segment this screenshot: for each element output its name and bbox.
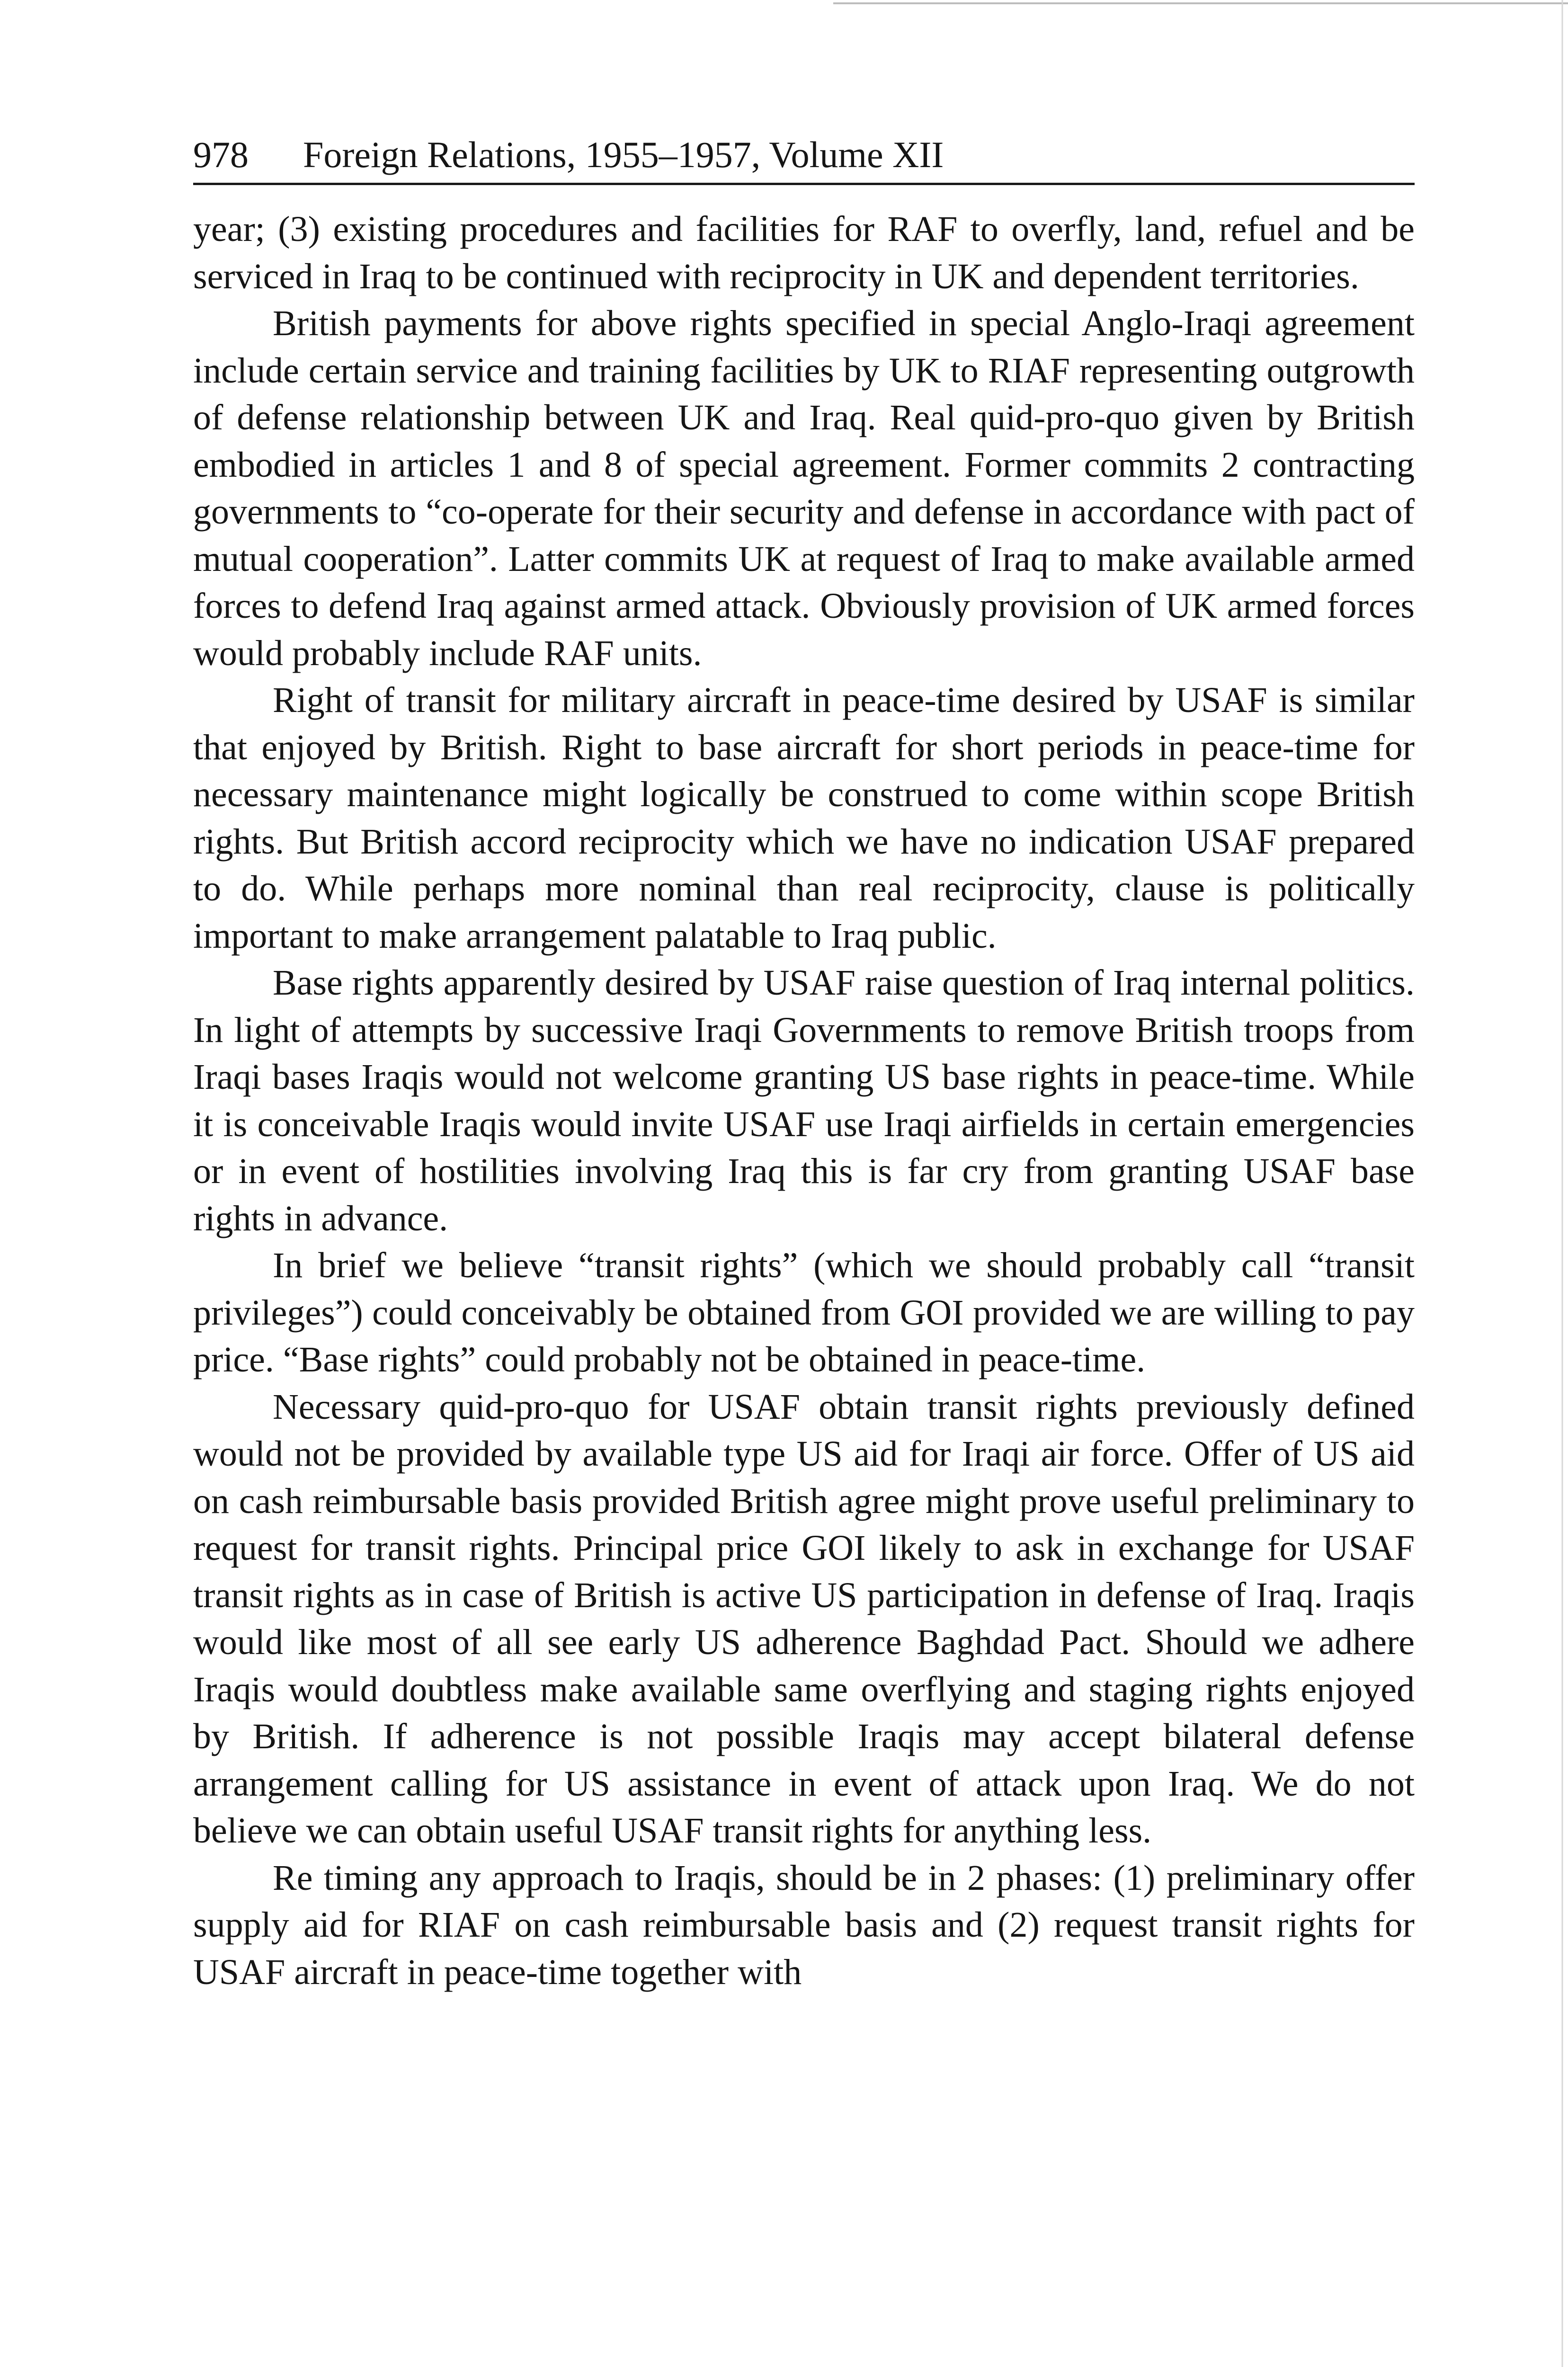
paragraph-right-of-transit: Right of transit for military aircraft in peace-time desired by USAF is similar that enjoyed by British. Right to base aircraft for short periods in peace-time for necessary maintenance might logically be construed to come within scope British rights. But British accord reciprocity which we have no indication USAF prepared to do. While perhaps more nominal than real reciprocity, clause is politically important to make arrangement palatable to Iraq public. [193, 680, 1415, 956]
paragraph-base-rights: Base rights apparently desired by USAF raise question of Iraq internal politics. In light of attempts by successive Iraqi Governments to remove British troops from Iraqi bases Iraqis would not welcome granting US base rights in peace-time. While it is conceivable Iraqis would invite USAF use Iraqi airfields in certain emergencies or in event of hostilities involving Iraq this is far cry from granting USAF base rights in advance. [193, 963, 1415, 1238]
paragraph-continuation: year; (3) existing procedures and facilities for RAF to overfly, land, refuel and be serviced in Iraq to be continued with reciprocity in UK and dependent territories. [193, 209, 1415, 296]
paragraph-quid-pro-quo: Necessary quid-pro-quo for USAF obtain transit rights previously defined would not be provided by available type US aid for Iraqi air force. Offer of US aid on cash reimbursable basis provided British agree might prove useful preliminary to request for transit rights. Principal price GOI likely to ask in exchange for USAF transit rights as in case of British is active US participation in defense of Iraq. Iraqis would like most of all see early US adherence Baghdad Pact. Should we adhere Iraqis would doubtless make available same overflying and staging rights enjoyed by British. If adherence is not possible Iraqis may accept bilateral defense arrangement calling for US assistance in event of attack upon Iraq. We do not believe we can obtain useful USAF transit rights for anything less. [193, 1387, 1415, 1851]
document-page [193, 124, 1415, 1996]
running-title: Foreign Relations, 1955–1957, Volume XII [303, 134, 944, 175]
document-body [193, 206, 1415, 1996]
paragraph-british-payments: British payments for above rights specified in special Anglo-Iraqi agreement include certain service and training facilities by UK to RIAF representing outgrowth of defense relationship between UK and Iraq. Real quid-pro-quo given by British embodied in articles 1 and 8 of special agreement. Former commits 2 contracting governments to “co-operate for their security and defense in accordance with pact of mutual cooperation”. Latter commits UK at request of Iraq to make available armed forces to defend Iraq against armed attack. Obviously provision of UK armed forces would probably include RAF units. [193, 303, 1415, 673]
paragraph-re-timing: Re timing any approach to Iraqis, should be in 2 phases: (1) preliminary offer supply aid for RIAF on cash reimbursable basis and (2) request transit rights for USAF aircraft in peace-time together with [193, 1858, 1415, 1992]
paragraph-in-brief: In brief we believe “transit rights” (which we should probably call “transit privileges”) could conceivably be obtained from GOI provided we are willing to pay price. “Base rights” could probably not be obtained in peace-time. [193, 1246, 1415, 1379]
running-header [193, 124, 1415, 185]
page-number: 978 [193, 134, 249, 175]
